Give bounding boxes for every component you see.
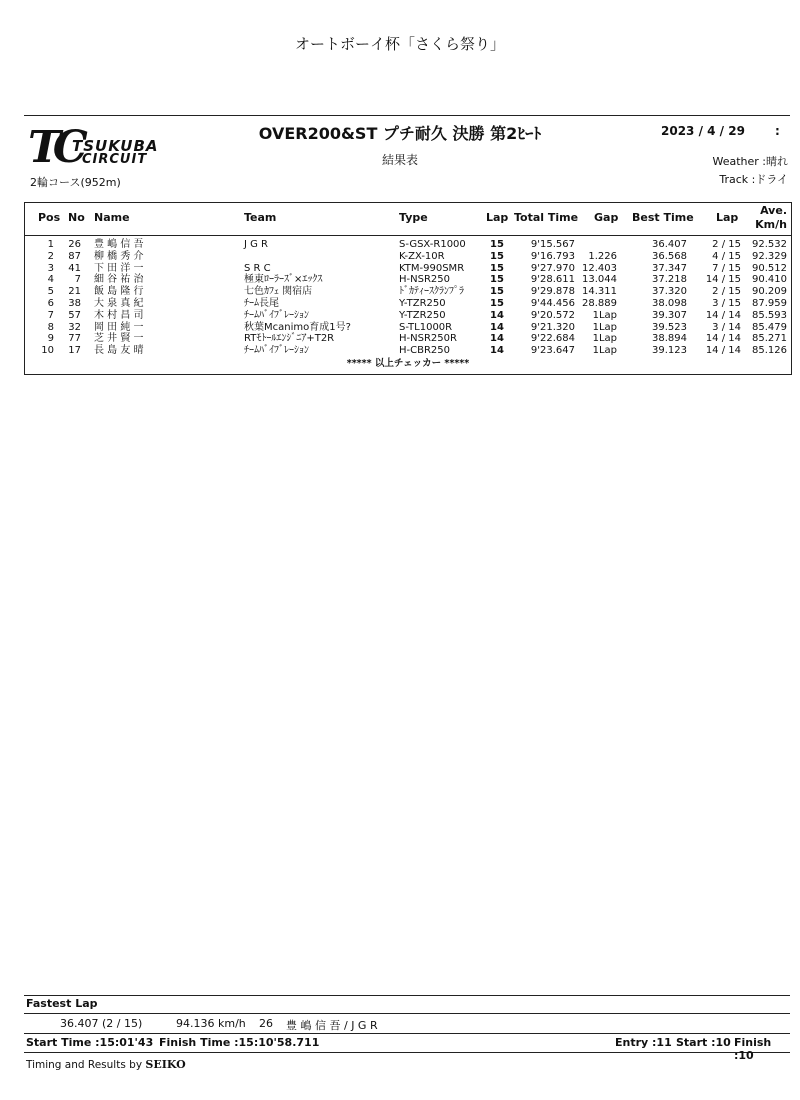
race-title: OVER200&ST プチ耐久 決勝 第2ﾋｰﾄ — [258, 124, 542, 143]
cell-total: 9'21.320 — [530, 321, 575, 333]
cell-best-lap: 3 / 14 — [712, 321, 741, 333]
cell-no: 57 — [68, 309, 81, 321]
cell-ave: 85.271 — [752, 333, 787, 345]
logo-text — [72, 139, 159, 167]
cell-pos: 7 — [47, 309, 54, 321]
race-date: 2023 / 4 / 29 — [661, 124, 745, 138]
fastest-lap-time: 36.407 (2 / 15) — [60, 1017, 143, 1030]
cell-best-lap: 14 / 14 — [705, 333, 741, 345]
cell-gap: 1Lap — [592, 321, 617, 333]
cell-best: 39.307 — [652, 309, 687, 321]
cell-total: 9'16.793 — [530, 250, 575, 262]
event-name: オートボーイ杯「さくら祭り」 — [294, 35, 505, 53]
cell-gap: 1Lap — [592, 333, 617, 345]
cell-team: 秋葉Mcanimo育成1号? — [244, 321, 351, 333]
finish-time: Finish Time :15:10'58.711 — [159, 1036, 320, 1049]
cell-team: S R C — [244, 262, 271, 274]
cell-lap: 15 — [490, 250, 504, 262]
cell-best: 38.098 — [652, 297, 687, 309]
header-name: Name — [94, 211, 130, 224]
cell-ave: 85.593 — [752, 309, 787, 321]
cell-best: 36.568 — [652, 250, 687, 262]
cell-lap: 15 — [490, 262, 504, 274]
cell-type: KTM-990SMR — [399, 262, 465, 274]
cell-no: 17 — [68, 345, 81, 357]
cell-best: 39.123 — [652, 345, 687, 357]
table-row — [25, 274, 791, 286]
cell-name: 飯 島 隆 行 — [94, 286, 144, 298]
cell-ave: 90.209 — [752, 286, 787, 298]
cell-best: 37.320 — [652, 286, 687, 298]
cell-pos: 2 — [47, 250, 54, 262]
cell-pos: 5 — [47, 286, 54, 298]
track-info: Track :ドライ — [719, 173, 788, 186]
cell-pos: 8 — [47, 321, 54, 333]
cell-lap: 14 — [490, 333, 504, 345]
cell-ave: 85.126 — [752, 345, 787, 357]
seiko-logo: SEIKO — [145, 1058, 186, 1071]
header-gap: Gap — [594, 211, 619, 224]
cell-best-lap: 4 / 15 — [712, 250, 741, 262]
start-count: Start :10 — [676, 1036, 731, 1049]
header-lap: Lap — [486, 211, 509, 224]
logo-line2: CIRCUIT — [82, 152, 148, 167]
header-ave-label: Ave. — [760, 204, 787, 217]
cell-best-lap: 2 / 15 — [712, 286, 741, 298]
cell-total: 9'28.611 — [530, 274, 575, 286]
fastest-lap-row — [24, 1013, 790, 1033]
fastest-lap-header — [24, 995, 790, 1014]
table-header — [25, 203, 791, 236]
cell-lap: 14 — [490, 309, 504, 321]
cell-name: 大 泉 真 紀 — [94, 297, 144, 309]
cell-total: 9'23.647 — [530, 345, 575, 357]
cell-team: 七色ｶﾌｪ 関宿店 — [244, 286, 313, 298]
cell-team: ﾁｰﾑﾊﾞｲﾌﾞﾚｰｼｮﾝ — [244, 309, 309, 321]
cell-no: 41 — [68, 262, 81, 274]
tsukuba-circuit-logo — [28, 122, 208, 173]
cell-pos: 1 — [47, 239, 54, 250]
cell-no: 26 — [68, 239, 81, 250]
cell-team: ﾁｰﾑﾊﾞｲﾌﾞﾚｰｼｮﾝ — [244, 345, 309, 357]
cell-ave: 92.329 — [752, 250, 787, 262]
cell-name: 豊 嶋 信 吾 — [94, 239, 144, 250]
fastest-lap-rider: 豊 嶋 信 吾 / J G R — [286, 1019, 378, 1032]
header-ave — [755, 204, 787, 232]
cell-name: 芝 井 賢 一 — [94, 333, 144, 345]
cell-ave: 87.959 — [752, 297, 787, 309]
header-best-lap: Lap — [716, 211, 739, 224]
cell-type: S-GSX-R1000 — [399, 239, 466, 250]
table-row — [25, 298, 791, 310]
cell-best-lap: 14 / 14 — [705, 309, 741, 321]
results-subtitle: 結果表 — [381, 153, 418, 167]
results-table — [24, 202, 792, 375]
header-best-time: Best Time — [632, 211, 694, 224]
cell-name: 細 谷 祐 治 — [94, 274, 144, 286]
cell-team: 極東ﾛｰﾗｰｽﾞ×ｴｯｸｽ — [244, 274, 323, 286]
footer-credit — [26, 1058, 186, 1071]
start-time: Start Time :15:01'43 — [26, 1036, 154, 1049]
table-row — [25, 345, 791, 357]
cell-pos: 10 — [41, 345, 54, 357]
cell-no: 87 — [68, 250, 81, 262]
header-no: No — [68, 211, 85, 224]
cell-ave: 92.532 — [752, 239, 787, 250]
cell-gap: 14.311 — [582, 286, 617, 298]
cell-no: 38 — [68, 297, 81, 309]
cell-type: K-ZX-10R — [399, 250, 445, 262]
cell-total: 9'44.456 — [530, 297, 575, 309]
cell-lap: 15 — [490, 274, 504, 286]
cell-type: H-CBR250 — [399, 345, 451, 357]
cell-lap: 15 — [490, 297, 504, 309]
cell-best: 37.218 — [652, 274, 687, 286]
cell-best-lap: 14 / 15 — [705, 274, 741, 286]
cell-best: 39.523 — [652, 321, 687, 333]
cell-name: 柳 橋 秀 介 — [94, 250, 144, 262]
table-row — [25, 310, 791, 322]
cell-best: 36.407 — [652, 239, 687, 250]
header-divider — [24, 115, 790, 116]
table-row — [25, 286, 791, 298]
cell-best-lap: 3 / 15 — [712, 297, 741, 309]
cell-no: 32 — [68, 321, 81, 333]
cell-ave: 90.410 — [752, 274, 787, 286]
cell-ave: 85.479 — [752, 321, 787, 333]
logo-line1: TSUKUBA — [72, 137, 159, 155]
cell-name: 岡 田 純 一 — [94, 321, 144, 333]
cell-best-lap: 14 / 14 — [705, 345, 741, 357]
footer-prefix: Timing and Results by — [26, 1059, 146, 1071]
fastest-lap-no: 26 — [259, 1017, 273, 1030]
cell-type: Y-TZR250 — [399, 309, 446, 321]
cell-ave: 90.512 — [752, 262, 787, 274]
logo-mark: TC — [28, 122, 80, 173]
cell-pos: 9 — [47, 333, 54, 345]
header-total-time: Total Time — [514, 211, 579, 224]
header-pos: Pos — [38, 211, 61, 224]
cell-lap: 15 — [490, 286, 504, 298]
cell-lap: 14 — [490, 345, 504, 357]
cell-total: 9'22.684 — [530, 333, 575, 345]
checker-line: ***** 以上チェッカー ***** — [346, 357, 470, 369]
date-colon: : — [775, 124, 780, 138]
cell-gap: 13.044 — [582, 274, 617, 286]
race-times-row — [24, 1033, 790, 1062]
cell-no: 7 — [74, 274, 81, 286]
cell-name: 木 村 昌 司 — [94, 309, 144, 321]
cell-total: 9'27.970 — [530, 262, 575, 274]
cell-pos: 6 — [47, 297, 54, 309]
fastest-lap-label: Fastest Lap — [26, 997, 98, 1010]
cell-gap: 1.226 — [588, 250, 617, 262]
cell-best-lap: 7 / 15 — [712, 262, 741, 274]
cell-pos: 3 — [47, 262, 54, 274]
cell-type: H-NSR250R — [399, 333, 457, 345]
cell-type: S-TL1000R — [399, 321, 453, 333]
table-row — [25, 333, 791, 345]
cell-team: ﾁｰﾑ長尾 — [244, 297, 279, 309]
table-body — [25, 239, 791, 357]
header-type: Type — [399, 211, 428, 224]
cell-total: 9'20.572 — [530, 309, 575, 321]
cell-type: H-NSR250 — [399, 274, 450, 286]
cell-name: 下 田 洋 一 — [94, 262, 144, 274]
course-label: 2輪コース(952m) — [30, 176, 121, 189]
cell-no: 77 — [68, 333, 81, 345]
cell-gap: 1Lap — [592, 345, 617, 357]
cell-type: Y-TZR250 — [399, 297, 446, 309]
cell-team: RTﾓﾄｰﾙｴﾝｼﾞﾆｱ+T2R — [244, 333, 335, 345]
table-row — [25, 263, 791, 275]
cell-name: 長 島 友 晴 — [94, 345, 144, 357]
cell-pos: 4 — [47, 274, 54, 286]
cell-gap: 28.889 — [582, 297, 617, 309]
fastest-lap-speed: 94.136 km/h — [176, 1017, 246, 1030]
cell-best: 38.894 — [652, 333, 687, 345]
weather-info: Weather :晴れ — [712, 155, 788, 168]
finish-count: Finish :10 — [734, 1036, 772, 1062]
table-row — [25, 322, 791, 334]
cell-lap: 14 — [490, 321, 504, 333]
cell-team: J G R — [244, 239, 269, 250]
header-ave-unit: Km/h — [755, 218, 787, 231]
cell-no: 21 — [68, 286, 81, 298]
cell-total: 9'29.878 — [530, 286, 575, 298]
entry-count: Entry :11 — [615, 1036, 672, 1049]
cell-lap: 15 — [490, 239, 504, 250]
cell-best: 37.347 — [652, 262, 687, 274]
header-team: Team — [244, 211, 277, 224]
cell-total: 9'15.567 — [530, 239, 575, 250]
cell-type: ﾄﾞｶﾃｨｰｽｸﾗﾝﾌﾟﾗ — [399, 286, 464, 298]
table-row — [25, 251, 791, 263]
cell-gap: 12.403 — [582, 262, 617, 274]
table-row — [25, 239, 791, 251]
cell-best-lap: 2 / 15 — [712, 239, 741, 250]
cell-gap: 1Lap — [592, 309, 617, 321]
